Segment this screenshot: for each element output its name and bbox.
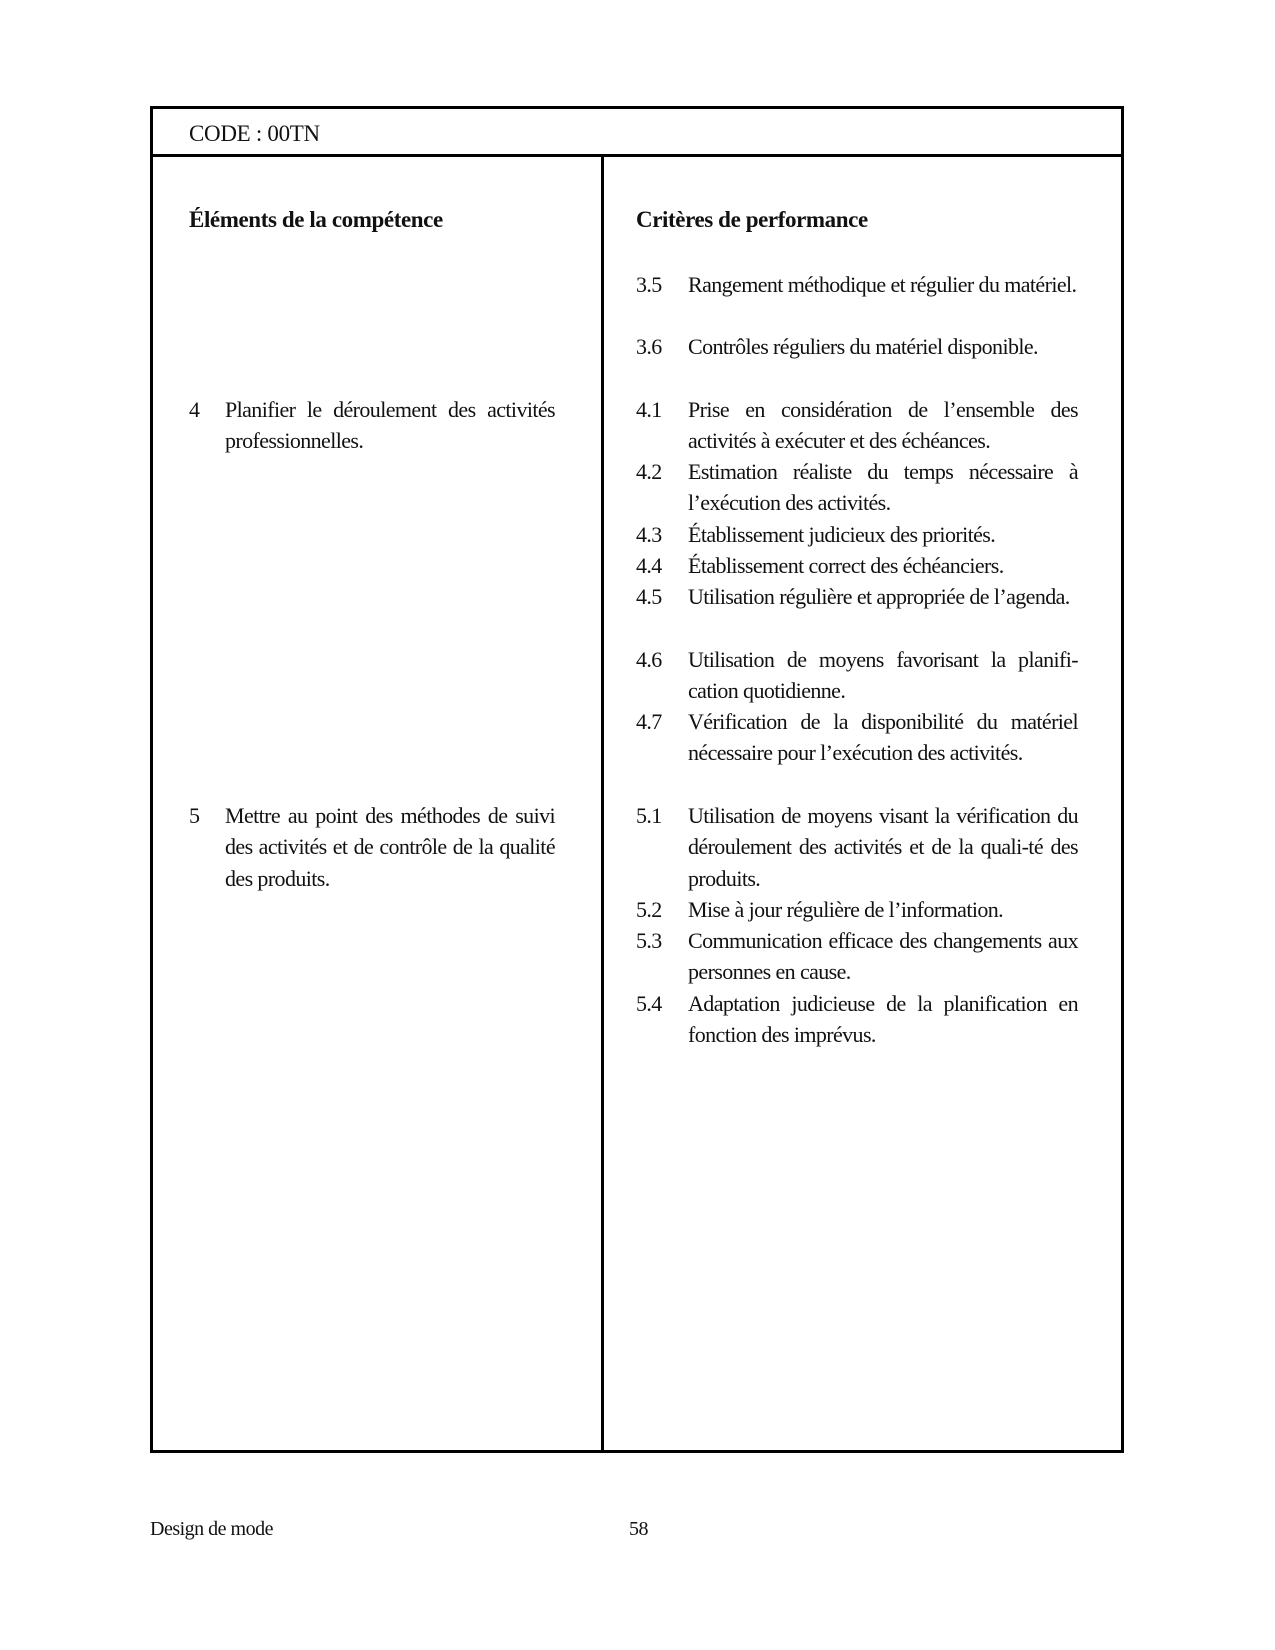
column-divider xyxy=(601,154,604,1450)
criterion-item xyxy=(636,644,1078,707)
element-number: 4 xyxy=(189,397,200,422)
criterion-item xyxy=(636,456,1078,519)
criterion-item xyxy=(636,925,1078,988)
criterion-text: Adaptation judicieuse de la planification en fonction des imprévus. xyxy=(688,991,1078,1048)
criterion-number: 4.7 xyxy=(636,709,662,734)
criterion-item xyxy=(636,581,1078,612)
criterion-number: 4.2 xyxy=(636,459,662,484)
header-divider xyxy=(153,154,1121,157)
page-number: 58 xyxy=(629,1518,648,1540)
criterion-item xyxy=(636,706,1078,769)
criterion-text: Utilisation de moyens favorisant la planifi-cation quotidienne. xyxy=(688,647,1078,704)
element-item xyxy=(189,394,555,457)
footer-title: Design de mode xyxy=(150,1518,273,1540)
criterion-text: Mise à jour régulière de l’information. xyxy=(688,897,1004,922)
element-item xyxy=(189,800,555,894)
criterion-item xyxy=(636,894,1078,925)
criterion-number: 5.1 xyxy=(636,803,662,828)
criterion-item xyxy=(636,988,1078,1051)
criterion-item xyxy=(636,269,1078,300)
criterion-number: 4.1 xyxy=(636,397,662,422)
criterion-item xyxy=(636,331,1078,362)
criterion-text: Utilisation de moyens visant la vérification du déroulement des activités et de la quali-té des produits. xyxy=(688,803,1078,891)
criterion-number: 4.3 xyxy=(636,522,662,547)
left-column-heading: Éléments de la compétence xyxy=(189,207,443,232)
criterion-item xyxy=(636,550,1078,581)
criterion-number: 4.5 xyxy=(636,584,662,609)
criterion-text: Communication efficace des changements aux personnes en cause. xyxy=(688,928,1078,985)
competency-table xyxy=(150,106,1124,1453)
element-text: Planifier le déroulement des activités professionnelles. xyxy=(225,397,555,454)
element-number: 5 xyxy=(189,803,200,828)
right-column-heading: Critères de performance xyxy=(636,207,868,232)
criterion-text: Prise en considération de l’ensemble des activités à exécuter et des échéances. xyxy=(688,397,1078,454)
criterion-number: 5.2 xyxy=(636,897,662,922)
criterion-number: 5.3 xyxy=(636,928,662,953)
criterion-number: 3.5 xyxy=(636,272,662,297)
criterion-text: Utilisation régulière et appropriée de l’agenda. xyxy=(688,584,1070,609)
criterion-number: 5.4 xyxy=(636,991,662,1016)
criterion-text: Établissement judicieux des priorités. xyxy=(688,522,996,547)
criterion-text: Rangement méthodique et régulier du matériel. xyxy=(688,272,1077,297)
criterion-text: Établissement correct des échéanciers. xyxy=(688,553,1004,578)
criterion-item xyxy=(636,800,1078,894)
code-label: CODE : 00TN xyxy=(189,121,320,146)
criterion-number: 3.6 xyxy=(636,334,662,359)
criterion-text: Estimation réaliste du temps nécessaire à l’exécution des activités. xyxy=(688,459,1078,516)
criterion-text: Contrôles réguliers du matériel disponible. xyxy=(688,334,1038,359)
criterion-number: 4.6 xyxy=(636,647,662,672)
criterion-item xyxy=(636,394,1078,457)
criterion-number: 4.4 xyxy=(636,553,662,578)
criterion-text: Vérification de la disponibilité du matériel nécessaire pour l’exécution des activités. xyxy=(688,709,1078,766)
criterion-item xyxy=(636,519,1078,550)
element-text: Mettre au point des méthodes de suivi des activités et de contrôle de la qualité des produits. xyxy=(225,803,555,891)
